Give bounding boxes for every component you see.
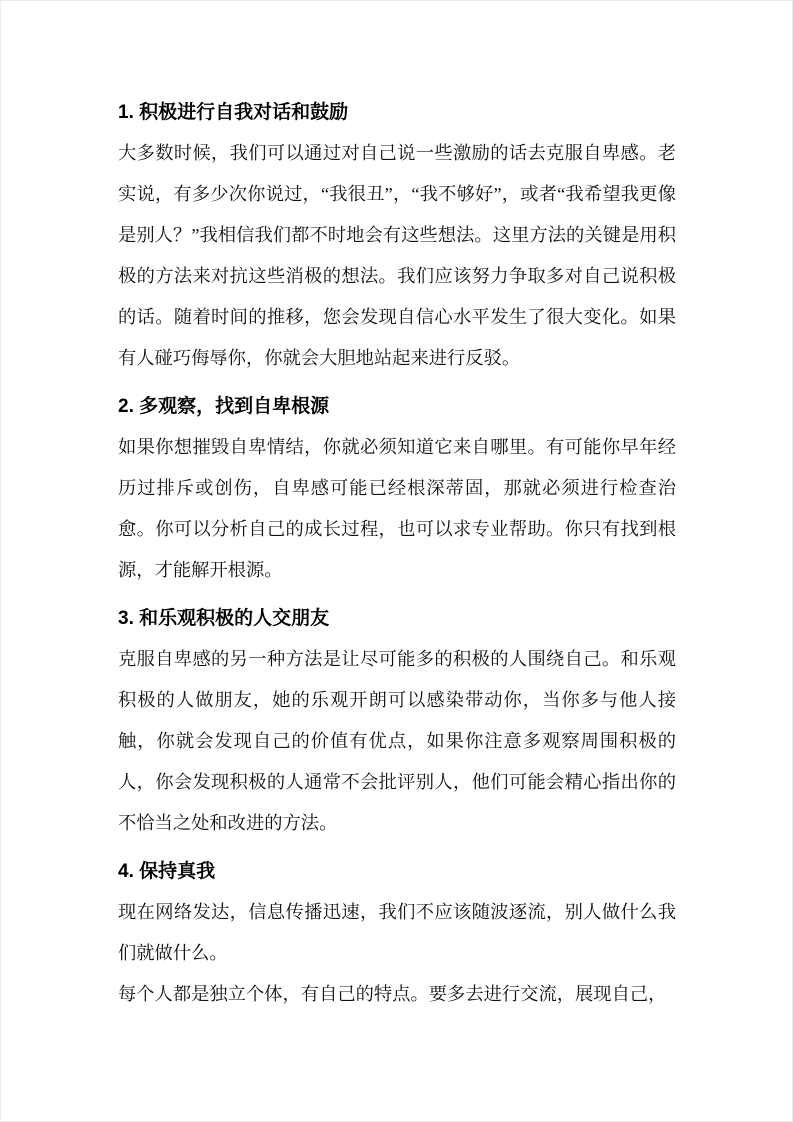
section-heading: 3. 和乐观积极的人交朋友 [118, 608, 330, 629]
section-heading: 2. 多观察，找到自卑根源 [118, 396, 330, 417]
paragraph: 克服自卑感的另一种方法是让尽可能多的积极的人围绕自己。和乐观积极的人做朋友，她的乐观开朗可以感染带动你，当你多与他人接触，你就会发现自己的价值有优点，如果你注意多观察周围积极的人，你会发现积极的人通常不会批评别人，他们可能会精心指出你的不恰当之处和改进的方法。 [118, 649, 676, 833]
section-heading: 1. 积极进行自我对话和鼓励 [118, 102, 349, 123]
paragraph: 现在网络发达，信息传播迅速，我们不应该随波逐流，别人做什么我们就做什么。 [118, 902, 676, 963]
paragraph: 每个人都是独立个体，有自己的特点。要多去进行交流，展现自己， [118, 984, 667, 1004]
section-heading: 4. 保持真我 [118, 861, 216, 882]
paragraph: 大多数时候，我们可以通过对自己说一些激励的话去克服自卑感。老实说，有多少次你说过，“我很丑”，“我不够好”，或者“我希望我更像是别人？”我相信我们都不时地会有这些想法。这里方法的关键是用积极的方法来对抗这些消极的想法。我们应该努力争取多对自己说积极的话。随着时间的推移，您会发现自信心水平发生了很大变化。如果有人碰巧侮辱你，你就会大胆地站起来进行反驳。 [118, 143, 676, 368]
paragraph: 如果你想摧毁自卑情结，你就必须知道它来自哪里。有可能你早年经历过排斥或创伤，自卑感可能已经根深蒂固，那就必须进行检查治愈。你可以分析自己的成长过程，也可以求专业帮助。你只有找到根源，才能解开根源。 [118, 437, 676, 580]
document-content [118, 92, 676, 1015]
